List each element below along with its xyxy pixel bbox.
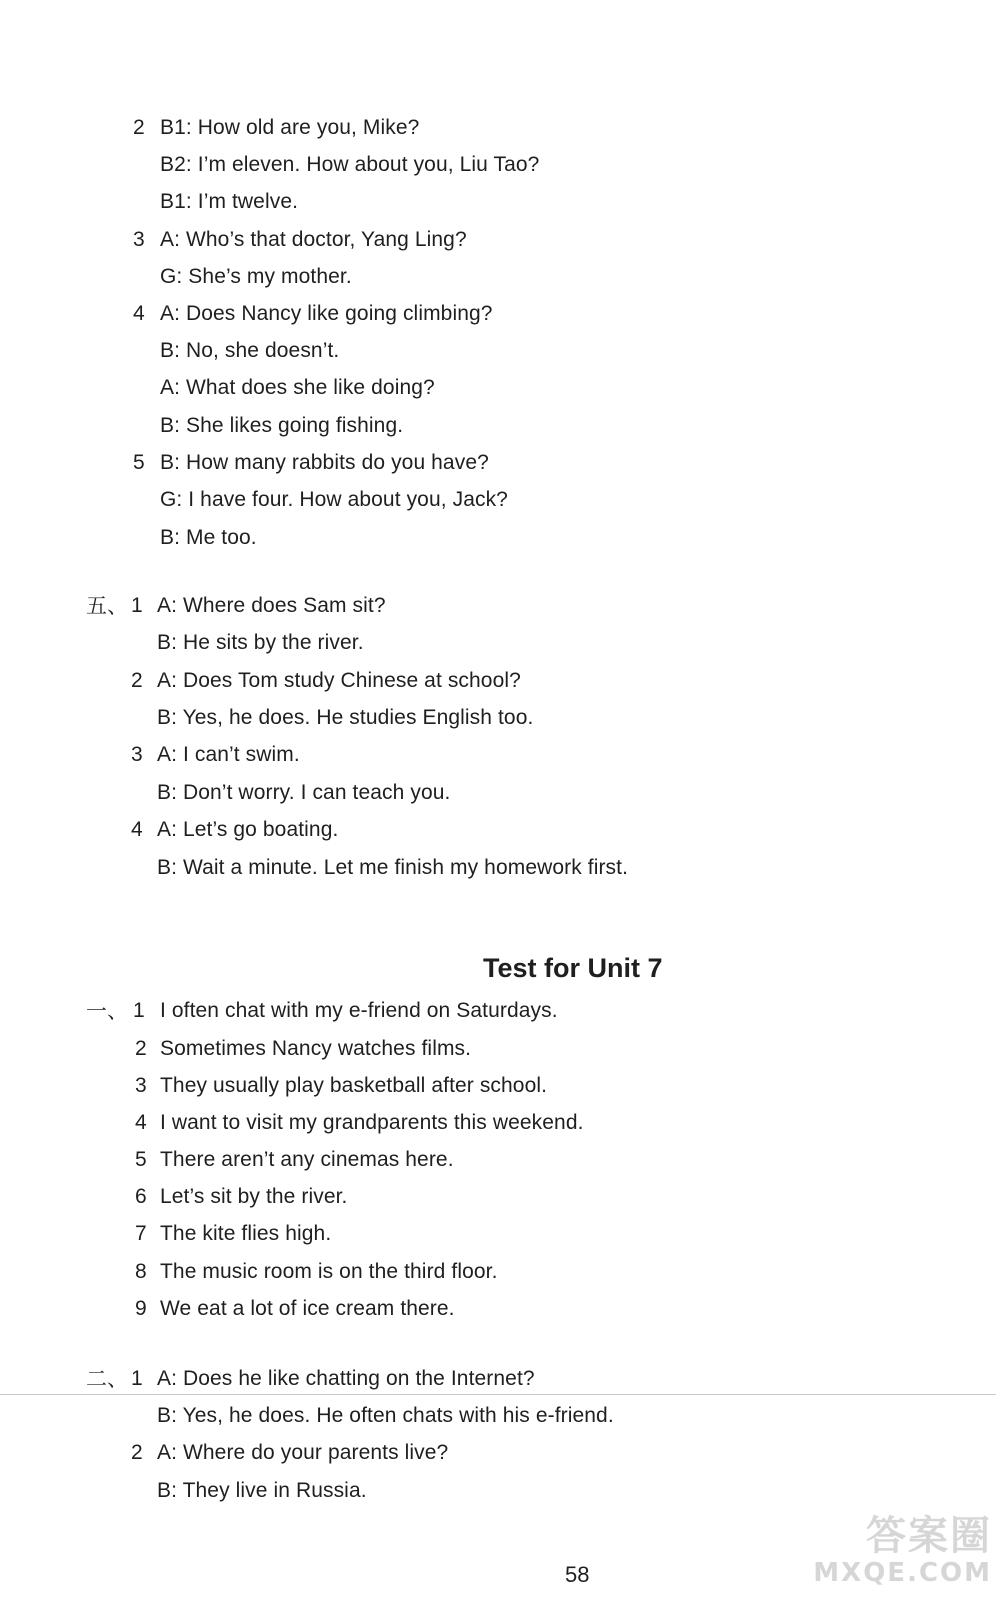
item-number: 6 (135, 1185, 147, 1208)
dialogue-line: A: Does he like chatting on the Internet? (157, 1367, 535, 1390)
dialogue-line: B: Don’t worry. I can teach you. (157, 781, 451, 804)
sentence-line: There aren’t any cinemas here. (160, 1148, 454, 1171)
item-number: 1 (133, 999, 145, 1022)
item-number: 4 (133, 302, 145, 325)
watermark-bottom: MXQE.COM (813, 1558, 992, 1588)
item-number: 9 (135, 1297, 147, 1320)
item-number: 3 (135, 1074, 147, 1097)
dialogue-line: B1: How old are you, Mike? (160, 116, 420, 139)
scan-divider (0, 1394, 996, 1395)
item-number: 4 (131, 818, 143, 841)
dialogue-line: A: I can’t swim. (157, 743, 300, 766)
sentence-line: Sometimes Nancy watches films. (160, 1037, 472, 1060)
dialogue-line: G: I have four. How about you, Jack? (160, 488, 508, 511)
item-number: 3 (131, 743, 143, 766)
dialogue-line: G: She’s my mother. (160, 265, 352, 288)
page-number: 58 (565, 1562, 590, 1587)
sentence-line: They usually play basketball after school. (160, 1074, 548, 1097)
dialogue-line: B: He sits by the river. (157, 631, 364, 654)
item-number: 4 (135, 1111, 147, 1134)
item-number: 2 (131, 669, 143, 692)
dialogue-line: B: Wait a minute. Let me finish my homework first. (157, 856, 629, 879)
sentence-line: Let’s sit by the river. (160, 1185, 348, 1208)
dialogue-line: B: They live in Russia. (157, 1479, 367, 1502)
test-title: Test for Unit 7 (483, 953, 663, 983)
dialogue-line: B: Yes, he does. He often chats with his e-friend. (157, 1404, 614, 1427)
sentence-line: The kite flies high. (160, 1222, 332, 1245)
dialogue-line: A: What does she like doing? (160, 376, 435, 399)
watermark-logo (813, 1514, 992, 1588)
item-number: 3 (133, 228, 145, 251)
dialogue-line: A: Where does Sam sit? (157, 594, 386, 617)
sentence-line: The music room is on the third floor. (160, 1260, 498, 1283)
item-number: 5 (135, 1148, 147, 1171)
item-number: 1 (131, 594, 143, 617)
dialogue-line: B: She likes going fishing. (160, 414, 404, 437)
item-number: 8 (135, 1260, 147, 1283)
dialogue-line: B: Yes, he does. He studies English too. (157, 706, 534, 729)
sentence-line: We eat a lot of ice cream there. (160, 1297, 455, 1320)
dialogue-line: A: Let’s go boating. (157, 818, 339, 841)
sentence-line: I often chat with my e-friend on Saturdays. (160, 999, 558, 1022)
item-number: 2 (135, 1037, 147, 1060)
dialogue-line: A: Where do your parents live? (157, 1441, 449, 1464)
section-marker-5: 五、 (86, 594, 128, 618)
dialogue-line: B1: I’m twelve. (160, 190, 299, 213)
item-number: 2 (133, 116, 145, 139)
dialogue-line: B2: I’m eleven. How about you, Liu Tao? (160, 153, 540, 176)
dialogue-line: A: Does Tom study Chinese at school? (157, 669, 521, 692)
dialogue-line: B: No, she doesn’t. (160, 339, 340, 362)
dialogue-line: A: Does Nancy like going climbing? (160, 302, 493, 325)
watermark-top: 答案圈 (866, 1513, 992, 1559)
section-marker-1: 一、 (86, 999, 128, 1023)
dialogue-line: B: Me too. (160, 526, 257, 549)
sentence-line: I want to visit my grandparents this weekend. (160, 1111, 584, 1134)
section-marker-2: 二、 (86, 1367, 128, 1391)
item-number: 5 (133, 451, 145, 474)
dialogue-line: A: Who’s that doctor, Yang Ling? (160, 228, 467, 251)
item-number: 1 (131, 1367, 143, 1390)
item-number: 2 (131, 1441, 143, 1464)
item-number: 7 (135, 1222, 147, 1245)
dialogue-line: B: How many rabbits do you have? (160, 451, 489, 474)
